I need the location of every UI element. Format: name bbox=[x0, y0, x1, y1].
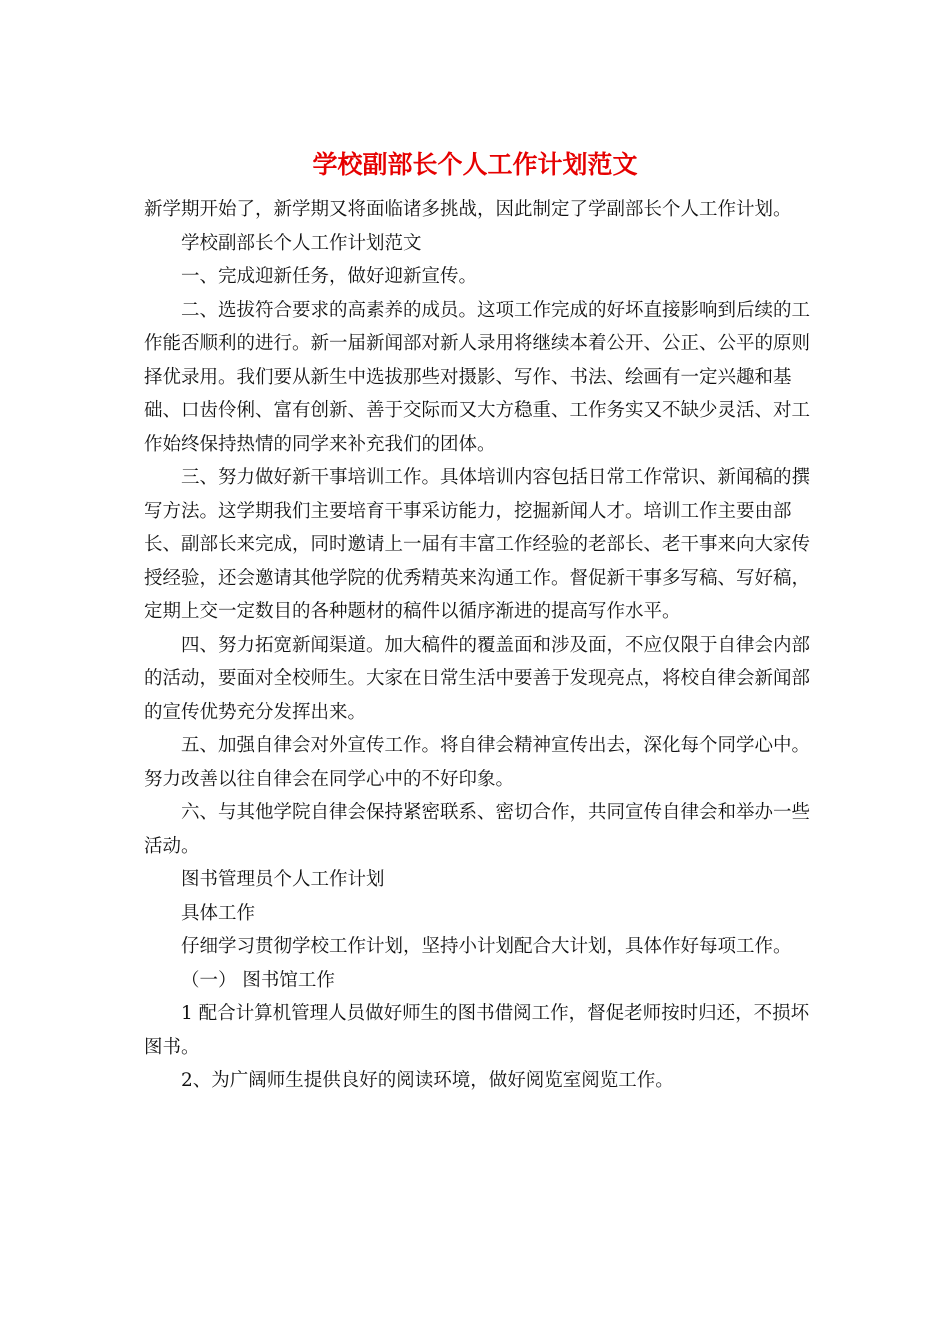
paragraph: 四、努力拓宽新闻渠道。加大稿件的覆盖面和涉及面，不应仅限于自律会内部的活动，要面对全校师生。大家在日常生活中要善于发现亮点，将校自律会新闻部的宣传优势充分发挥出来。 bbox=[144, 634, 811, 723]
paragraph: 二、选拔符合要求的高素养的成员。这项工作完成的好坏直接影响到后续的工作能否顺利的进行。新一届新闻部对新人录用将继续本着公开、公正、公平的原则择优录用。我们要从新生中选拔那些对摄影、写作、书法、绘画有一定兴趣和基础、口齿伶俐、富有创新、善于交际而又大方稳重、工作务实又不缺少灵活、对工作始终保持热情的同学来补充我们的团体。 bbox=[144, 299, 811, 455]
paragraph: 2、为广阔师生提供良好的阅读环境，做好阅览室阅览工作。 bbox=[181, 1070, 674, 1091]
paragraph: 五、加强自律会对外宣传工作。将自律会精神宣传出去，深化每个同学心中。努力改善以往自律会在同学心中的不好印象。 bbox=[144, 735, 811, 790]
paragraph: 仔细学习贯彻学校工作计划，坚持小计划配合大计划，具体作好每项工作。 bbox=[181, 936, 792, 957]
paragraph: 具体工作 bbox=[181, 902, 256, 924]
document-title: 学校副部长个人工作计划范文 bbox=[312, 150, 638, 179]
paragraph: 三、努力做好新干事培训工作。具体培训内容包括日常工作常识、新闻稿的撰写方法。这学期我们主要培育干事采访能力，挖掘新闻人才。培训工作主要由部长、副部长来完成，同时邀请上一届有丰富工作经验的老部长、老干事来向大家传授经验，还会邀请其他学院的优秀精英来沟通工作。督促新干事多写稿、写好稿，定期上交一定数目的各种题材的稿件以循序渐进的提高写作水平。 bbox=[144, 467, 811, 622]
paragraph: 新学期开始了，新学期又将面临诸多挑战，因此制定了学副部长个人工作计划。 bbox=[144, 199, 792, 220]
paragraph: 1 配合计算机管理人员做好师生的图书借阅工作，督促老师按时归还，不损坏图书。 bbox=[144, 1003, 810, 1058]
paragraph: （一） 图书馆工作 bbox=[181, 969, 335, 991]
paragraph: 六、与其他学院自律会保持紧密联系、密切合作，共同宣传自律会和举办一些活动。 bbox=[144, 802, 811, 857]
document-body bbox=[144, 193, 824, 1098]
paragraph: 一、完成迎新任务，做好迎新宣传。 bbox=[181, 266, 478, 287]
paragraph: 学校副部长个人工作计划范文 bbox=[181, 232, 422, 254]
paragraph: 图书管理员个人工作计划 bbox=[181, 869, 385, 890]
